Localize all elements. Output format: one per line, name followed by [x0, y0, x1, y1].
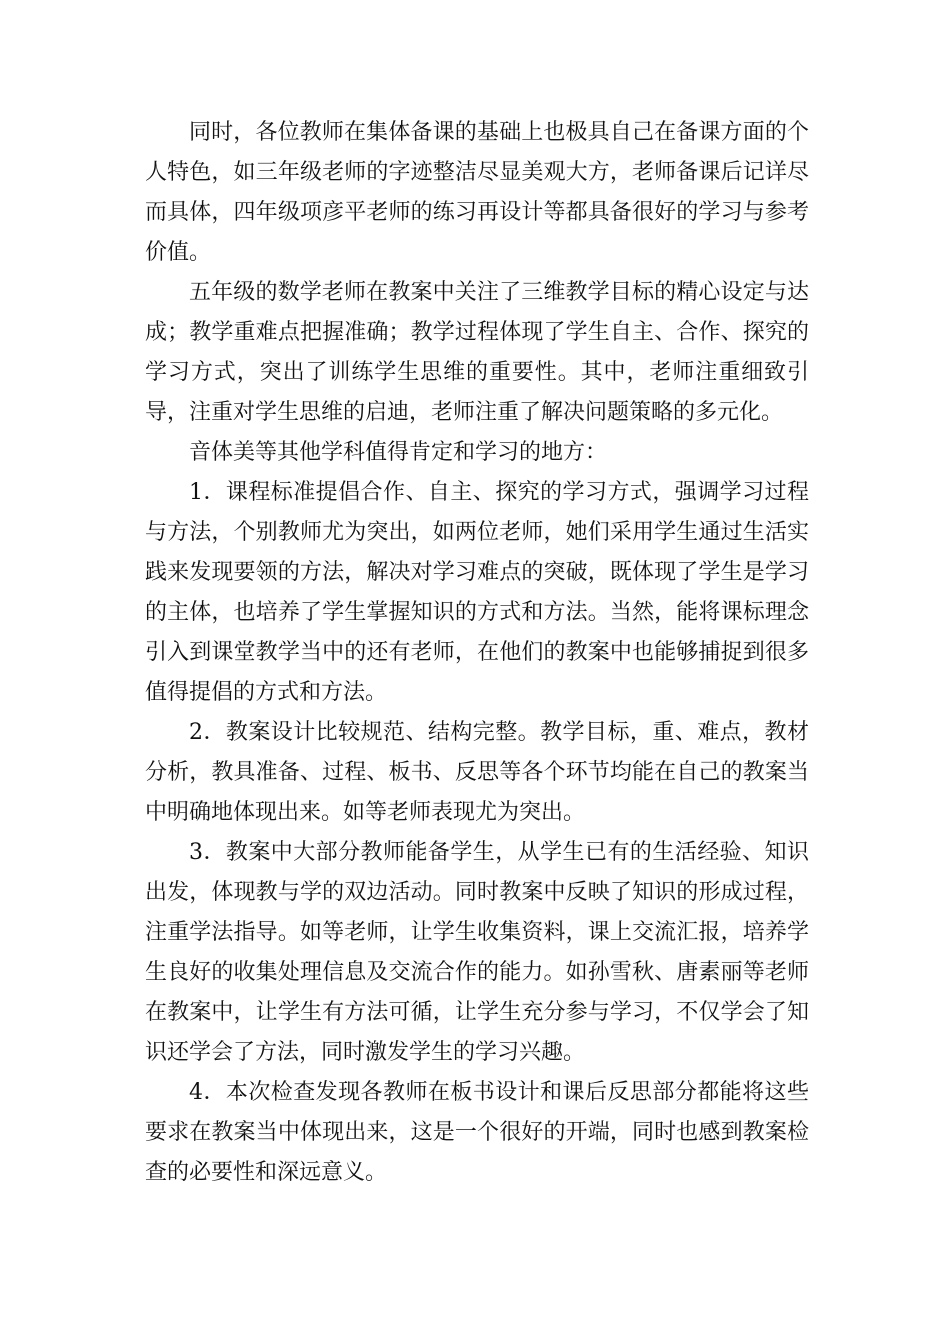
paragraph-other-subjects-intro: 音体美等其他学科值得肯定和学习的地方： — [189, 440, 608, 465]
paragraph-item-1: 1．课程标准提倡合作、自主、探究的学习方式，强调学习过程与方法，个别教师尤为突出，如两位老师，她们采用学生通过生活实践来发现要领的方法，解决对学习难点的突破，既体现了学生是学习的主体，也培养了学生掌握知识的方式和方法。当然，能将课标理念引入到课堂教学当中的还有老师，在他们的教案中也能够捕捉到很多值得提倡的方式和方法。 — [145, 480, 809, 705]
paragraph-item-4: 4．本次检查发现各教师在板书设计和课后反思部分都能将这些要求在教案当中体现出来，这是一个很好的开端，同时也感到教案检查的必要性和深远意义。 — [145, 1080, 809, 1185]
paragraph-grade-five-math: 五年级的数学老师在教案中关注了三维教学目标的精心设定与达成；教学重难点把握准确；教学过程体现了学生自主、合作、探究的学习方式，突出了训练学生思维的重要性。其中，老师注重细致引导，注重对学生思维的启迪，老师注重了解决问题策略的多元化。 — [145, 280, 809, 425]
paragraph-collective-lesson-prep: 同时，各位教师在集体备课的基础上也极具自己在备课方面的个人特色，如三年级老师的字迹整洁尽显美观大方，老师备课后记详尽而具体，四年级项彦平老师的练习再设计等都具备很好的学习与参考价值。 — [145, 120, 809, 265]
paragraph-item-3: 3．教案中大部分教师能备学生，从学生已有的生活经验、知识出发，体现教与学的双边活动。同时教案中反映了知识的形成过程，注重学法指导。如等老师，让学生收集资料，课上交流汇报，培养学生良好的收集处理信息及交流合作的能力。如孙雪秋、唐素丽等老师在教案中，让学生有方法可循，让学生充分参与学习，不仅学会了知识还学会了方法，同时激发学生的学习兴趣。 — [145, 840, 809, 1065]
document-page — [145, 113, 809, 1193]
paragraph-item-2: 2．教案设计比较规范、结构完整。教学目标，重、难点，教材分析，教具准备、过程、板书、反思等各个环节均能在自己的教案当中明确地体现出来。如等老师表现尤为突出。 — [145, 720, 809, 825]
